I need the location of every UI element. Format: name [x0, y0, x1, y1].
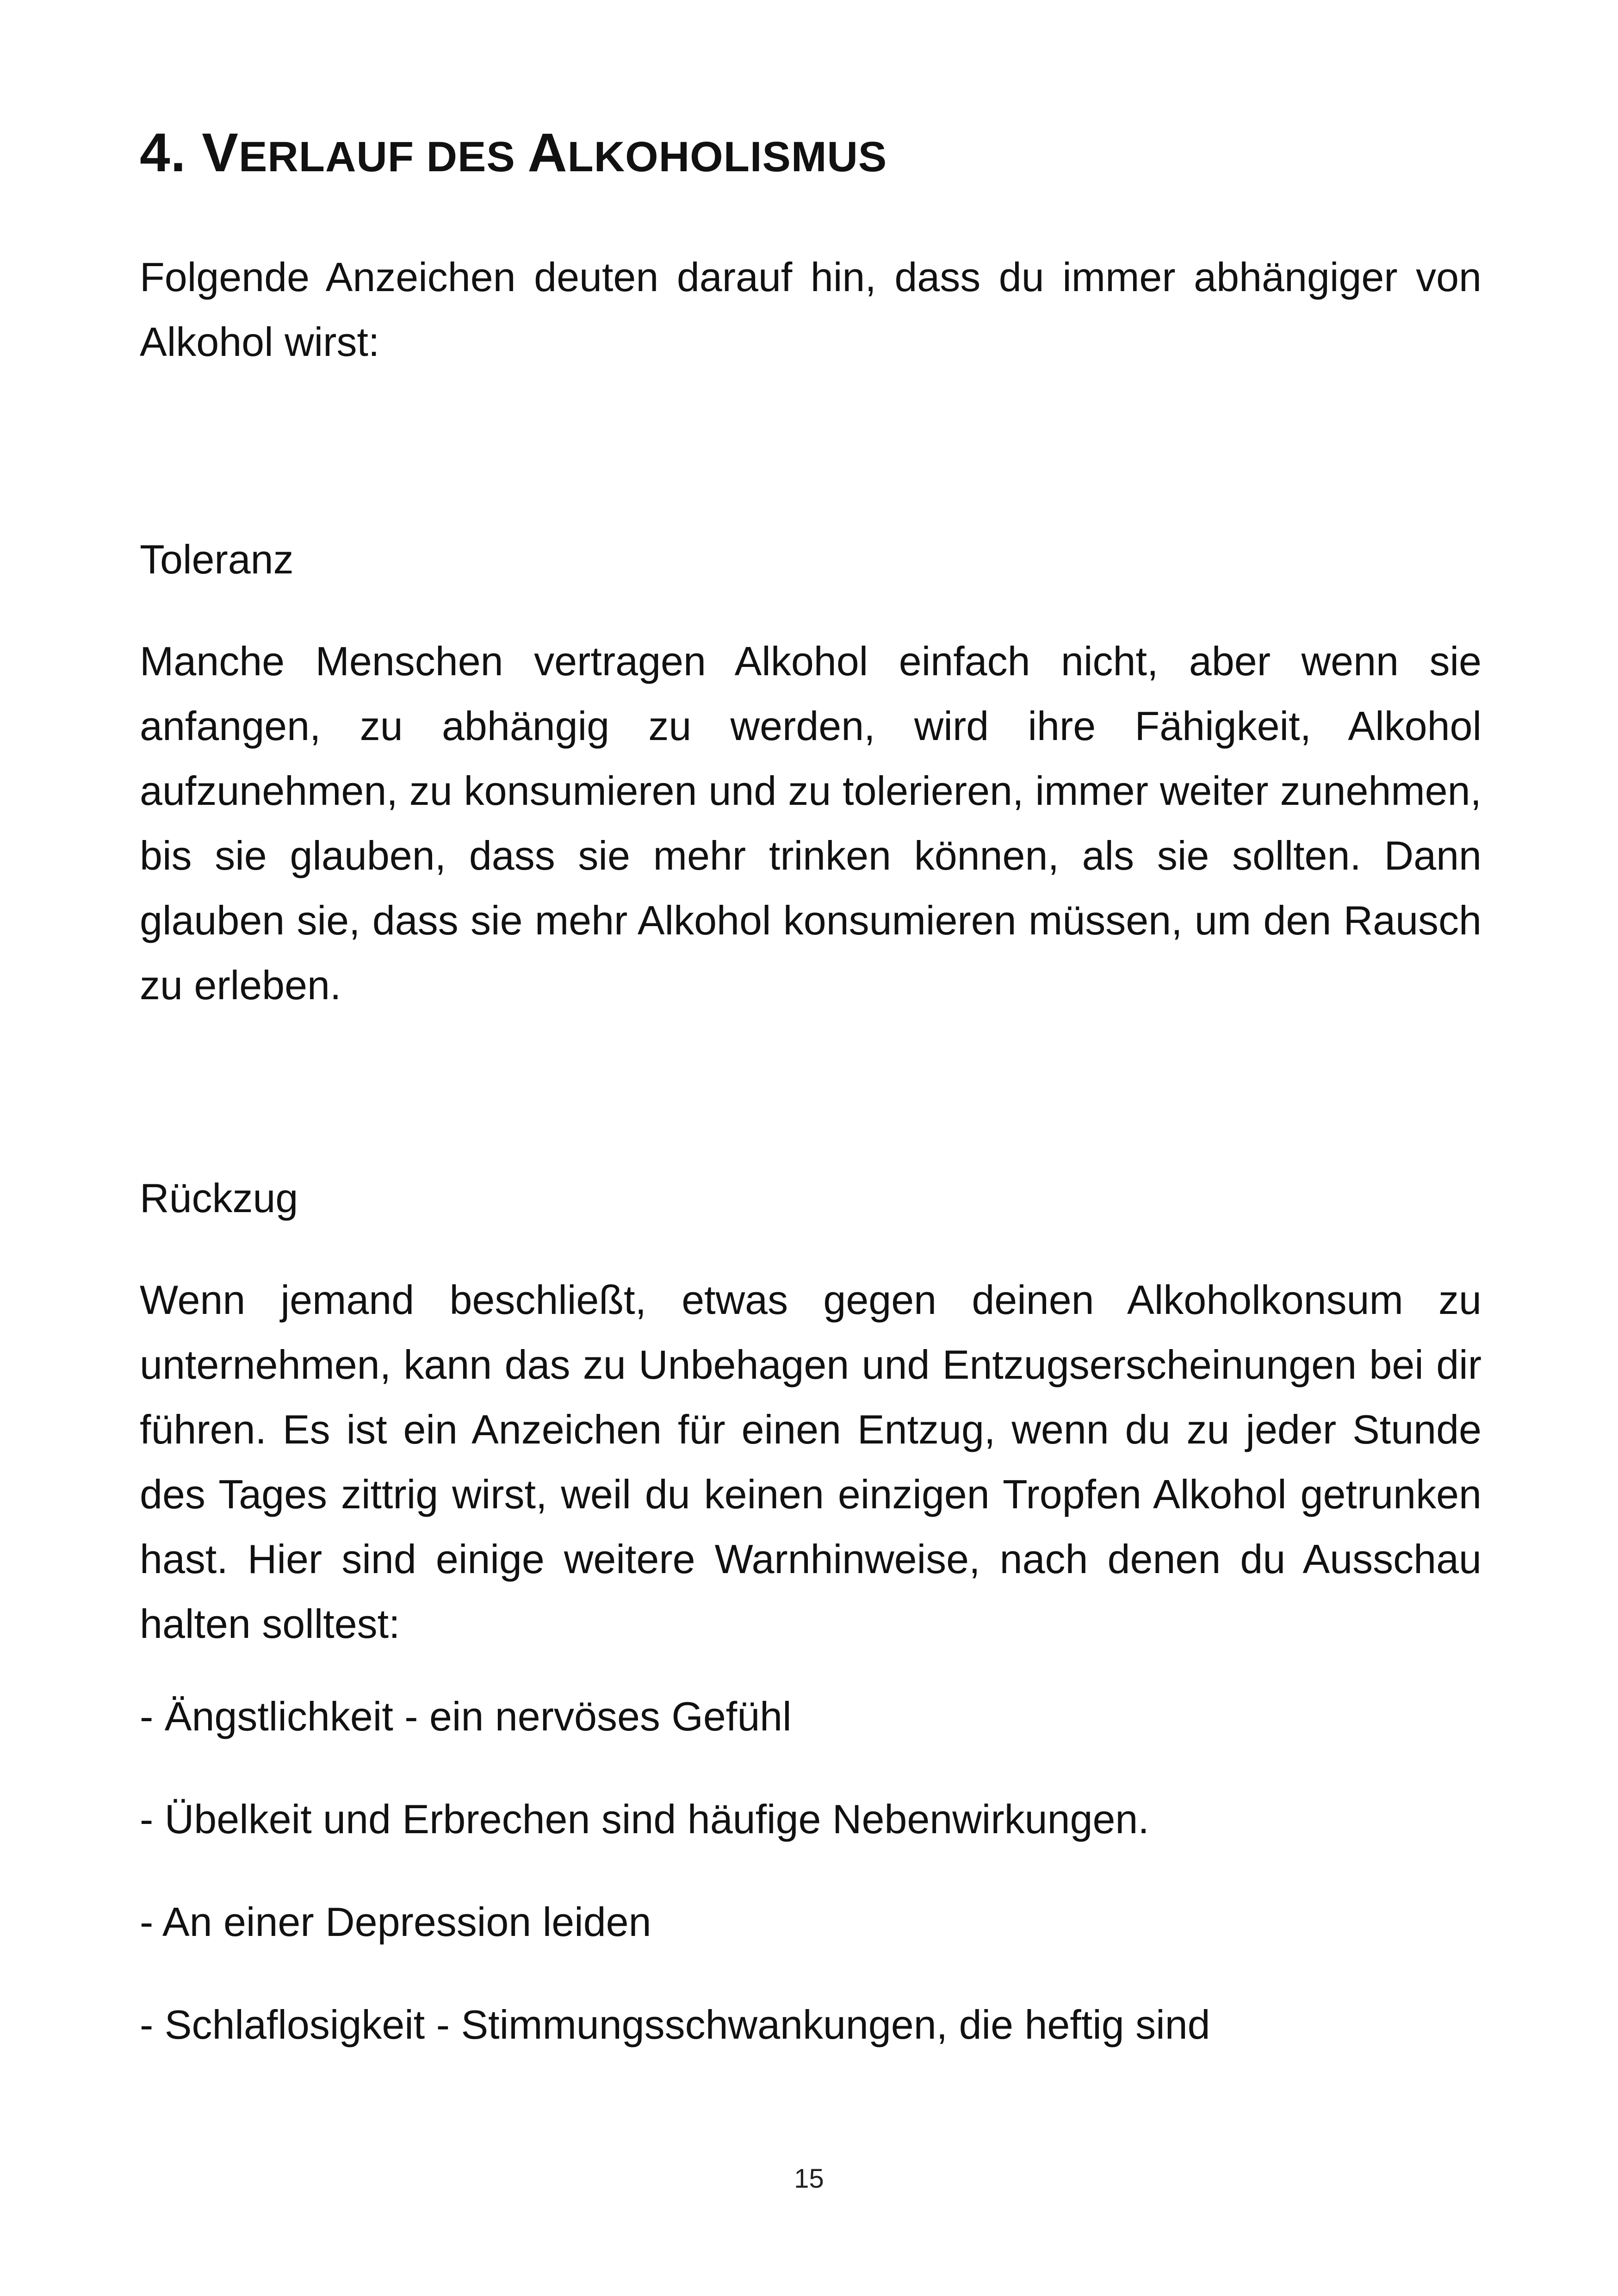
list-item: - Übelkeit und Erbrechen sind häufige Nebenwirkungen. [140, 1796, 1149, 1842]
rueckzug-paragraph: Wenn jemand beschließt, etwas gegen deinen Alkoholkonsum zu unternehmen, kann das zu Unbehagen und Entzugserscheinungen bei dir führen. Es ist ein Anzeichen für einen Entzug, wenn du zu jeder Stunde des Tages zittrig wirst, weil du keinen einzigen Tropfen Alkohol getrunken hast. Hier sind einige weitere Warnhinweise, nach denen du Ausschau halten solltest: [140, 1277, 1482, 1647]
intro-paragraph: Folgende Anzeichen deuten darauf hin, dass du immer abhängiger von Alkohol wirst: [140, 254, 1482, 365]
toleranz-paragraph: Manche Menschen vertragen Alkohol einfach nicht, aber wenn sie anfangen, zu abhängig zu werden, wird ihre Fähigkeit, Alkohol aufzunehmen, zu konsumieren und zu tolerieren, immer weiter zunehmen, bis sie glauben, dass sie mehr trinken können, als sie sollten. Dann glauben sie, dass sie mehr Alkohol konsumieren müssen, um den Rausch zu erleben. [140, 638, 1482, 1008]
page-number: 15 [794, 2164, 824, 2194]
chapter-title-part: LKOHOLISMUS [567, 133, 887, 180]
list-item: - Schlaflosigkeit - Stimmungsschwankungen, die heftig sind [140, 2002, 1210, 2047]
list-item: - An einer Depression leiden [140, 1899, 651, 1945]
chapter-title [140, 116, 1482, 194]
chapter-title-part: A [527, 122, 568, 183]
chapter-title-part: ERLAUF DES [238, 133, 528, 180]
chapter-title-part: V [202, 122, 239, 183]
warning-signs-list [140, 1684, 1482, 2057]
section-heading-rueckzug: Rückzug [140, 1175, 298, 1221]
page-content [140, 116, 1482, 2095]
list-item: - Ängstlichkeit - ein nervöses Gefühl [140, 1693, 792, 1739]
chapter-number: 4. [140, 122, 186, 183]
section-heading-toleranz: Toleranz [140, 536, 294, 582]
